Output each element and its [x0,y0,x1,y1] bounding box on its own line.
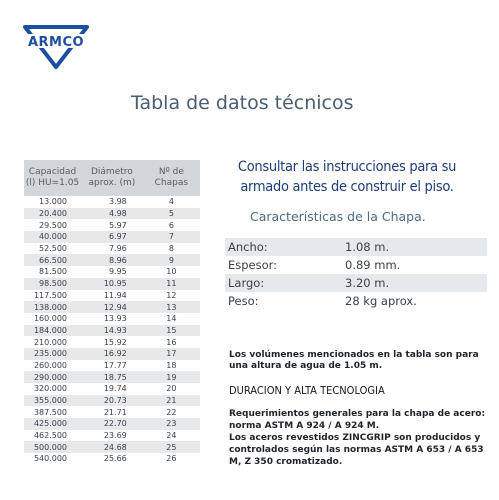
table-row [24,360,200,372]
capacity-cell: 40.000 [24,231,81,243]
sheets-cell: 16 [143,336,200,348]
spec-label: Largo: [228,276,265,290]
spec-value: 0.89 mm. [345,258,401,272]
capacity-cell: 425.000 [24,418,81,430]
column-header-capacity: Capacidad (l) HU=1.05 [24,160,81,196]
spec-row-thickness [225,256,487,274]
table-row [24,453,200,465]
spec-value: 28 kg aprox. [345,294,417,308]
table-row [24,441,200,453]
diameter-cell: 4.98 [81,208,143,220]
sheets-cell: 21 [143,395,200,407]
capacity-cell: 117.500 [24,290,81,302]
sheet-specs-list [225,238,487,310]
table-row [24,243,200,255]
requirements-paragraph: Requerimientos generales para la chapa de acero: norma ASTM A 924 / A 924 M. [229,409,486,431]
spec-value: 3.20 m. [345,276,390,290]
sheets-cell: 22 [143,406,200,418]
column-header-diameter: Diámetro aprox. (m) [81,160,143,196]
diameter-cell: 23.69 [81,430,143,442]
sheets-cell: 17 [143,348,200,360]
table-header-row [24,160,200,196]
diameter-cell: 15.92 [81,336,143,348]
sheets-cell: 9 [143,254,200,266]
table-row [24,348,200,360]
diameter-cell: 19.74 [81,383,143,395]
capacity-cell: 184.000 [24,325,81,337]
diameter-cell: 13.93 [81,313,143,325]
sheets-cell: 25 [143,441,200,453]
volume-note: Los volúmenes mencionados en la tabla son para una altura de agua de 1.05 m. [229,350,479,371]
spec-label: Ancho: [228,240,268,254]
diameter-cell: 25.66 [81,453,143,465]
table-row [24,231,200,243]
table-row [24,290,200,302]
sheets-cell: 12 [143,290,200,302]
spec-row-weight [225,292,487,310]
capacity-cell: 20.400 [24,208,81,220]
capacity-cell: 81.500 [24,266,81,278]
spec-row-width [225,238,487,256]
capacity-cell: 500.000 [24,441,81,453]
sheets-cell: 4 [143,196,200,208]
diameter-cell: 18.75 [81,371,143,383]
diameter-cell: 22.70 [81,418,143,430]
table-row [24,325,200,337]
capacity-cell: 160.000 [24,313,81,325]
sheets-cell: 15 [143,325,200,337]
table-row [24,196,200,208]
diameter-cell: 10.95 [81,278,143,290]
capacity-cell: 290.000 [24,371,81,383]
sheet-characteristics-title: Características de la Chapa. [250,209,426,224]
sheets-cell: 5 [143,208,200,220]
diameter-cell: 7.96 [81,243,143,255]
capacity-cell: 462.500 [24,430,81,442]
capacity-cell: 235.000 [24,348,81,360]
table-row [24,219,200,231]
capacity-cell: 52.500 [24,243,81,255]
table-body [24,196,200,465]
table-row [24,395,200,407]
capacity-cell: 13.000 [24,196,81,208]
requirements-paragraph: Los aceros revestidos ZINCGRIP son producidos y controlados según las normas ASTM A 653 / A 653 M, Z 350 cromatizado. [229,433,484,467]
table-row [24,430,200,442]
sheets-cell: 10 [143,266,200,278]
diameter-cell: 5.97 [81,219,143,231]
diameter-cell: 16.92 [81,348,143,360]
capacity-cell: 29.500 [24,219,81,231]
sheets-cell: 26 [143,453,200,465]
sheets-cell: 8 [143,243,200,255]
page-title: Tabla de datos técnicos [131,92,354,114]
diameter-cell: 11.94 [81,290,143,302]
sheets-cell: 14 [143,313,200,325]
capacity-cell: 210.000 [24,336,81,348]
diameter-cell: 3.98 [81,196,143,208]
diameter-cell: 8.96 [81,254,143,266]
assembly-instructions-notice: Consultar las instrucciones para su armado antes de construir el piso. [237,159,457,195]
sheets-cell: 23 [143,418,200,430]
table-row [24,313,200,325]
table-row [24,278,200,290]
logo-text: ARMCO [27,35,85,50]
diameter-cell: 9.95 [81,266,143,278]
diameter-cell: 6.97 [81,231,143,243]
sheets-cell: 20 [143,383,200,395]
capacity-cell: 260.000 [24,360,81,372]
table-row [24,371,200,383]
diameter-cell: 24.68 [81,441,143,453]
table-row [24,208,200,220]
technical-data-table [24,160,200,465]
requirements-text [229,408,489,468]
diameter-cell: 21.71 [81,406,143,418]
sheets-cell: 11 [143,278,200,290]
sheets-cell: 6 [143,219,200,231]
table-row [24,336,200,348]
sheets-cell: 7 [143,231,200,243]
capacity-cell: 320.000 [24,383,81,395]
table-row [24,406,200,418]
capacity-cell: 355.000 [24,395,81,407]
table-row [24,301,200,313]
sheets-cell: 13 [143,301,200,313]
table-row [24,418,200,430]
diameter-cell: 12.94 [81,301,143,313]
armco-logo [22,24,90,70]
durability-title: DURACION Y ALTA TECNOLOGIA [229,384,385,397]
sheets-cell: 24 [143,430,200,442]
spec-value: 1.08 m. [345,240,390,254]
capacity-cell: 138.000 [24,301,81,313]
spec-label: Espesor: [228,258,278,272]
column-header-sheets: Nº de Chapas [143,160,200,196]
diameter-cell: 20.73 [81,395,143,407]
sheets-cell: 18 [143,360,200,372]
capacity-cell: 98.500 [24,278,81,290]
diameter-cell: 17.77 [81,360,143,372]
spec-row-length [225,274,487,292]
capacity-cell: 66.500 [24,254,81,266]
table-row [24,383,200,395]
capacity-cell: 387.500 [24,406,81,418]
sheets-cell: 19 [143,371,200,383]
table-row [24,266,200,278]
table-row [24,254,200,266]
diameter-cell: 14.93 [81,325,143,337]
spec-label: Peso: [228,294,259,308]
capacity-cell: 540.000 [24,453,81,465]
